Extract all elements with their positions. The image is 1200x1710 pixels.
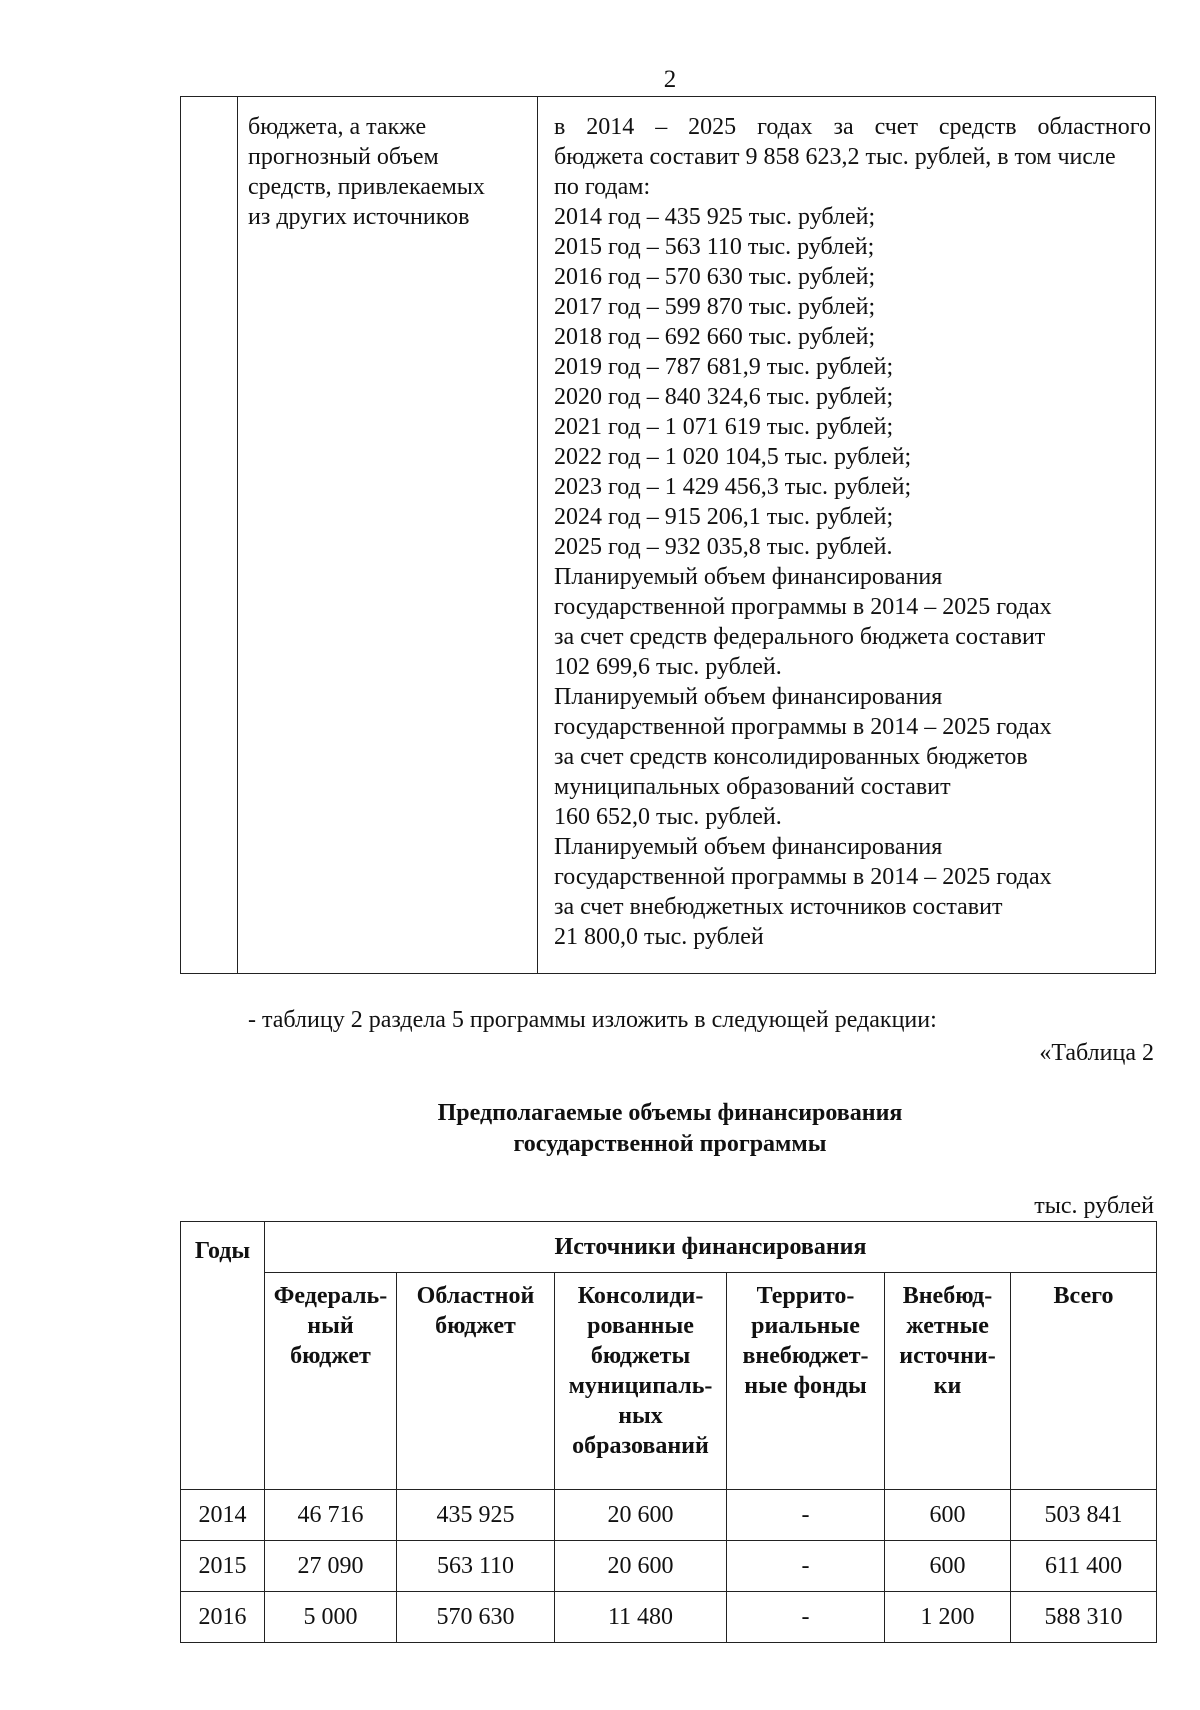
federal-cell: 5 000 [265, 1592, 397, 1643]
total-cell: 503 841 [1011, 1490, 1157, 1541]
passport-row [181, 97, 1156, 974]
table-row [181, 1592, 1157, 1643]
value-line: 2019 год – 787 681,9 тыс. рублей; [554, 354, 894, 380]
header-line: ный [307, 1313, 354, 1339]
table-row [181, 1490, 1157, 1541]
header-line: внебюджет- [742, 1343, 869, 1369]
value-line: бюджета составит 9 858 623,2 тыс. рублей, в том числе [554, 144, 1116, 170]
page-number: 2 [663, 66, 677, 93]
column-header-federal [265, 1273, 397, 1490]
column-header-territorial-funds [727, 1273, 885, 1490]
value-line: Планируемый объем финансирования [554, 834, 943, 860]
table-label: «Таблица 2 [1039, 1040, 1154, 1066]
value-line: Планируемый объем финансирования [554, 564, 943, 590]
territorial-funds-cell: - [727, 1541, 885, 1592]
passport-value-cell [538, 97, 1156, 974]
value-line: 21 800,0 тыс. рублей [554, 924, 764, 950]
table-title [0, 1098, 1200, 1160]
value-line: за счет средств федерального бюджета составит [554, 624, 1046, 650]
value-line: 2016 год – 570 630 тыс. рублей; [554, 264, 876, 290]
value-line: 2022 год – 1 020 104,5 тыс. рублей; [554, 444, 912, 470]
regional-cell: 435 925 [397, 1490, 555, 1541]
value-line: государственной программы в 2014 – 2025 годах [554, 864, 1052, 890]
header-line: рованные [587, 1313, 694, 1339]
column-header-regional [397, 1273, 555, 1490]
municipal-cell: 20 600 [555, 1490, 727, 1541]
label-line: из других источников [248, 204, 470, 230]
federal-cell: 27 090 [265, 1541, 397, 1592]
header-line: Федераль- [273, 1283, 388, 1309]
value-line: 2023 год – 1 429 456,3 тыс. рублей; [554, 474, 912, 500]
value-line: 2017 год – 599 870 тыс. рублей; [554, 294, 876, 320]
header-line: бюджет [290, 1343, 371, 1369]
years-header: Годы [181, 1222, 265, 1490]
header-row [181, 1222, 1157, 1273]
value-line: по годам: [554, 174, 651, 200]
subheader-row [181, 1273, 1157, 1490]
header-line: Консолиди- [577, 1283, 704, 1309]
column-header-municipal [555, 1273, 727, 1490]
year-cell: 2015 [181, 1541, 265, 1592]
header-line: ных [618, 1403, 663, 1429]
table-row [181, 1541, 1157, 1592]
passport-table [180, 96, 1156, 974]
header-line: образований [572, 1433, 709, 1459]
header-line: источни- [899, 1343, 996, 1369]
regional-cell: 563 110 [397, 1541, 555, 1592]
column-header-total [1011, 1273, 1157, 1490]
municipal-cell: 11 480 [555, 1592, 727, 1643]
total-cell: 611 400 [1011, 1541, 1157, 1592]
units-label: тыс. рублей [1034, 1193, 1154, 1219]
value-line: 2024 год – 915 206,1 тыс. рублей; [554, 504, 894, 530]
value-line: 2025 год – 932 035,8 тыс. рублей. [554, 534, 893, 560]
regional-cell: 570 630 [397, 1592, 555, 1643]
passport-label-cell [238, 97, 538, 974]
territorial-funds-cell: - [727, 1592, 885, 1643]
value-line: 160 652,0 тыс. рублей. [554, 804, 782, 830]
value-line: государственной программы в 2014 – 2025 годах [554, 594, 1052, 620]
header-line: риальные [751, 1313, 860, 1339]
header-line: жетные [906, 1313, 989, 1339]
finance-table [180, 1221, 1157, 1643]
title-line: Предполагаемые объемы финансирования [437, 1100, 903, 1126]
value-line: в 2014 – 2025 годах за счет средств областного [554, 114, 1151, 140]
passport-number-cell [181, 97, 238, 974]
header-line: Внебюд- [902, 1283, 993, 1309]
header-line: бюджет [435, 1313, 516, 1339]
header-line: Террито- [756, 1283, 855, 1309]
value-line: 2014 год – 435 925 тыс. рублей; [554, 204, 876, 230]
value-line: 2020 год – 840 324,6 тыс. рублей; [554, 384, 894, 410]
extrabudgetary-cell: 1 200 [885, 1592, 1011, 1643]
amendment-instruction: - таблицу 2 раздела 5 программы изложить в следующей редакции: [248, 1007, 937, 1033]
value-line: 2018 год – 692 660 тыс. рублей; [554, 324, 876, 350]
value-line: 2015 год – 563 110 тыс. рублей; [554, 234, 875, 260]
value-line: 2021 год – 1 071 619 тыс. рублей; [554, 414, 894, 440]
extrabudgetary-cell: 600 [885, 1490, 1011, 1541]
title-line: государственной программы [513, 1131, 827, 1157]
total-cell: 588 310 [1011, 1592, 1157, 1643]
label-line: средств, привлекаемых [248, 174, 485, 200]
territorial-funds-cell: - [727, 1490, 885, 1541]
header-line: ки [933, 1373, 962, 1399]
label-line: прогнозный объем [248, 144, 439, 170]
header-line: ные фонды [744, 1373, 867, 1399]
sources-header: Источники финансирования [265, 1222, 1157, 1273]
federal-cell: 46 716 [265, 1490, 397, 1541]
value-line: за счет внебюджетных источников составит [554, 894, 1003, 920]
year-cell: 2016 [181, 1592, 265, 1643]
value-line: муниципальных образований составит [554, 774, 951, 800]
column-header-extrabudgetary [885, 1273, 1011, 1490]
value-line: 102 699,6 тыс. рублей. [554, 654, 782, 680]
value-line: государственной программы в 2014 – 2025 годах [554, 714, 1052, 740]
value-line: Планируемый объем финансирования [554, 684, 943, 710]
municipal-cell: 20 600 [555, 1541, 727, 1592]
value-line: за счет средств консолидированных бюджетов [554, 744, 1028, 770]
extrabudgetary-cell: 600 [885, 1541, 1011, 1592]
label-line: бюджета, а также [248, 114, 427, 140]
header-line: Всего [1053, 1283, 1114, 1309]
header-line: бюджеты [590, 1343, 691, 1369]
year-cell: 2014 [181, 1490, 265, 1541]
header-line: муниципаль- [568, 1373, 713, 1399]
header-line: Областной [416, 1283, 535, 1309]
